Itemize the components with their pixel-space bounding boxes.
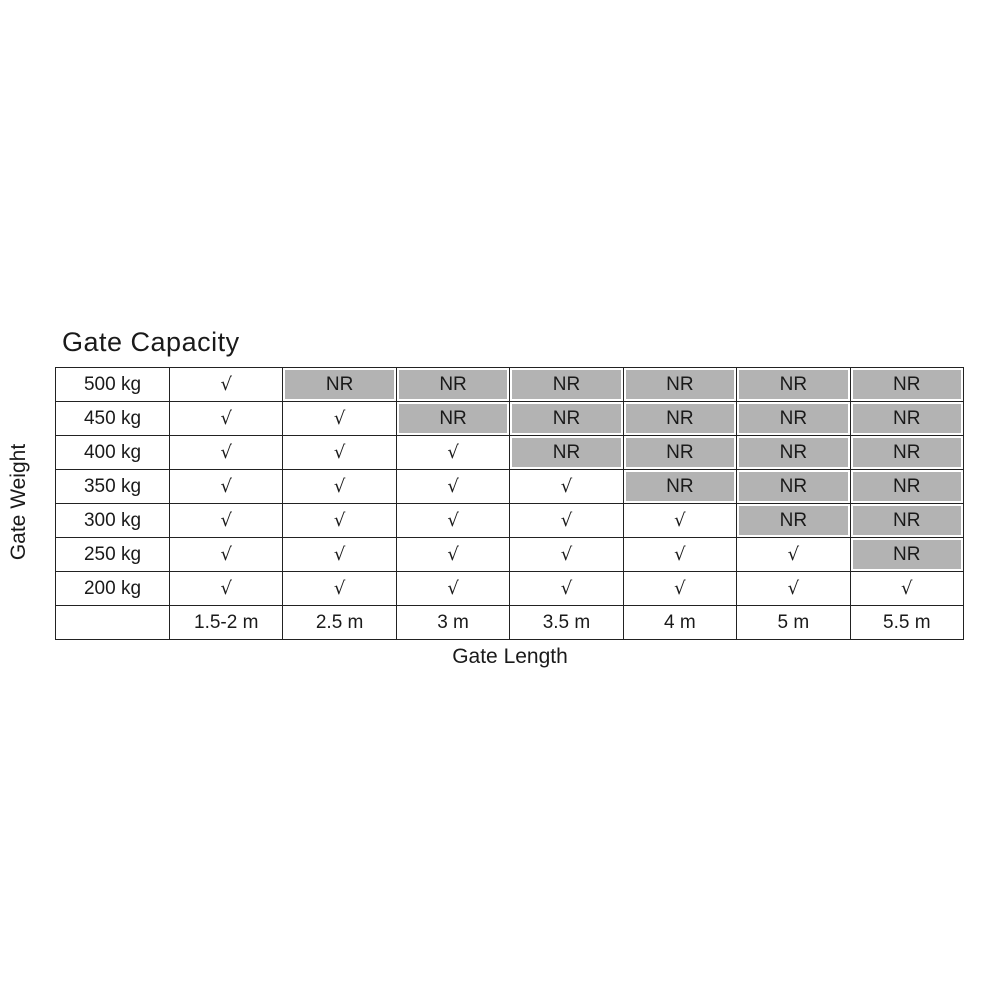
- not-recommended-cell: NR: [850, 538, 963, 572]
- row-label: 500 kg: [56, 368, 170, 402]
- row-label: 250 kg: [56, 538, 170, 572]
- table-row: [56, 504, 964, 538]
- column-label: 3.5 m: [510, 606, 623, 640]
- not-recommended-cell: NR: [737, 368, 850, 402]
- column-label: 5.5 m: [850, 606, 963, 640]
- check-mark-cell: √: [283, 436, 396, 470]
- check-mark-cell: √: [170, 538, 283, 572]
- capacity-table: [55, 367, 964, 640]
- check-mark-cell: √: [283, 538, 396, 572]
- column-label: 4 m: [623, 606, 736, 640]
- check-mark-cell: √: [396, 504, 509, 538]
- column-label: 2.5 m: [283, 606, 396, 640]
- not-recommended-cell: NR: [623, 470, 736, 504]
- check-mark-cell: √: [510, 572, 623, 606]
- table-body: [56, 368, 964, 640]
- row-label: 400 kg: [56, 436, 170, 470]
- check-mark-cell: √: [170, 470, 283, 504]
- not-recommended-cell: NR: [510, 402, 623, 436]
- not-recommended-cell: NR: [623, 402, 736, 436]
- row-label: 350 kg: [56, 470, 170, 504]
- not-recommended-cell: NR: [396, 368, 509, 402]
- check-mark-cell: √: [170, 368, 283, 402]
- table-row: [56, 402, 964, 436]
- not-recommended-cell: NR: [623, 368, 736, 402]
- table-row: [56, 572, 964, 606]
- check-mark-cell: √: [283, 470, 396, 504]
- row-label: 300 kg: [56, 504, 170, 538]
- not-recommended-cell: NR: [737, 436, 850, 470]
- check-mark-cell: √: [510, 504, 623, 538]
- not-recommended-cell: NR: [850, 436, 963, 470]
- check-mark-cell: √: [623, 538, 736, 572]
- not-recommended-cell: NR: [850, 402, 963, 436]
- row-label: 450 kg: [56, 402, 170, 436]
- x-axis-label: Gate Length: [452, 645, 568, 668]
- not-recommended-cell: NR: [850, 504, 963, 538]
- not-recommended-cell: NR: [283, 368, 396, 402]
- table-row: [56, 436, 964, 470]
- column-label: 1.5-2 m: [170, 606, 283, 640]
- check-mark-cell: √: [396, 572, 509, 606]
- check-mark-cell: √: [737, 572, 850, 606]
- not-recommended-cell: NR: [396, 402, 509, 436]
- check-mark-cell: √: [283, 504, 396, 538]
- column-label: 5 m: [737, 606, 850, 640]
- chart-title: Gate Capacity: [62, 327, 240, 357]
- check-mark-cell: √: [283, 572, 396, 606]
- not-recommended-cell: NR: [737, 402, 850, 436]
- check-mark-cell: √: [170, 504, 283, 538]
- not-recommended-cell: NR: [510, 368, 623, 402]
- check-mark-cell: √: [170, 402, 283, 436]
- table-row: [56, 470, 964, 504]
- check-mark-cell: √: [623, 504, 736, 538]
- not-recommended-cell: NR: [850, 470, 963, 504]
- not-recommended-cell: NR: [850, 368, 963, 402]
- row-label: 200 kg: [56, 572, 170, 606]
- check-mark-cell: √: [623, 572, 736, 606]
- y-axis-label: Gate Weight: [7, 443, 30, 561]
- check-mark-cell: √: [396, 470, 509, 504]
- not-recommended-cell: NR: [623, 436, 736, 470]
- check-mark-cell: √: [510, 470, 623, 504]
- table-row: [56, 538, 964, 572]
- check-mark-cell: √: [283, 402, 396, 436]
- not-recommended-cell: NR: [737, 504, 850, 538]
- column-label: 3 m: [396, 606, 509, 640]
- check-mark-cell: √: [170, 436, 283, 470]
- not-recommended-cell: NR: [510, 436, 623, 470]
- check-mark-cell: √: [396, 538, 509, 572]
- not-recommended-cell: NR: [737, 470, 850, 504]
- check-mark-cell: √: [850, 572, 963, 606]
- check-mark-cell: √: [510, 538, 623, 572]
- check-mark-cell: √: [737, 538, 850, 572]
- table-row: [56, 368, 964, 402]
- check-mark-cell: √: [396, 436, 509, 470]
- check-mark-cell: √: [170, 572, 283, 606]
- corner-cell: [56, 606, 170, 640]
- column-header-row: [56, 606, 964, 640]
